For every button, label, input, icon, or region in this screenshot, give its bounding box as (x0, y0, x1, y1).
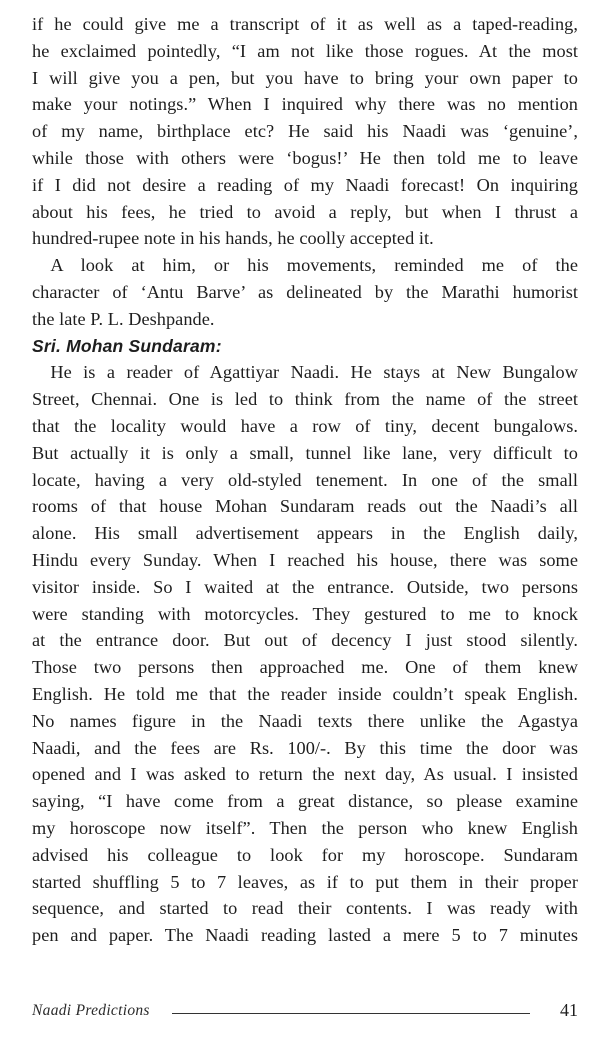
text-line: English. He told me that the reader inside couldn’t speak English. (32, 683, 578, 704)
text-line: I will give you a pen, but you have to bring your own paper to (32, 67, 578, 88)
text-line: make your notings.” When I inquired why there was no mention (32, 94, 578, 115)
text-line: rooms of that house Mohan Sundaram reads out the Naadi’s all (32, 496, 578, 517)
text-line: saying, “I have come from a great distance, so please examine (32, 791, 578, 812)
text-line: locate, having a very old-styled tenement. In one of the small (32, 469, 578, 490)
text-line: were standing with motorcycles. They gestured to me to knock (32, 603, 578, 624)
text-line: opened and I was asked to return the next day, As usual. I insisted (32, 764, 578, 785)
text-line: he exclaimed pointedly, “I am not like those rogues. At the most (32, 40, 578, 61)
running-footer-title: Naadi Predictions (32, 1002, 150, 1019)
text-line: No names figure in the Naadi texts there unlike the Agastya (32, 710, 578, 731)
page-footer (32, 1000, 578, 1026)
text-line: Naadi, and the fees are Rs. 100/-. By this time the door was (32, 737, 578, 758)
body-text (32, 11, 578, 949)
text-line: sequence, and started to read their contents. I was ready with (32, 898, 578, 919)
text-line: if I did not desire a reading of my Naadi forecast! On inquiring (32, 174, 578, 195)
text-line: hundred-rupee note in his hands, he coolly accepted it. (32, 228, 434, 249)
page-number: 41 (560, 1000, 578, 1020)
text-line: the late P. L. Deshpande. (32, 308, 215, 329)
text-line: if he could give me a transcript of it as well as a taped-reading, (32, 14, 578, 34)
text-line: about his fees, he tried to avoid a reply, but when I thrust a (32, 201, 578, 222)
text-line: advised his colleague to look for my horoscope. Sundaram (32, 844, 578, 865)
text-line: Those two persons then approached me. One of them knew (32, 657, 578, 678)
text-line: He is a reader of Agattiyar Naadi. He stays at New Bungalow (32, 362, 578, 383)
text-line: A look at him, or his movements, reminded me of the (32, 255, 578, 276)
text-line: Hindu every Sunday. When I reached his house, there was some (32, 549, 578, 570)
text-line: pen and paper. The Naadi reading lasted a mere 5 to 7 minutes (32, 925, 578, 946)
text-line: started shuffling 5 to 7 leaves, as if to put them in their proper (32, 871, 578, 892)
text-line: Street, Chennai. One is led to think from the name of the street (32, 389, 578, 410)
text-line: at the entrance door. But out of decency I just stood silently. (32, 630, 578, 651)
section-heading: Sri. Mohan Sundaram: (32, 335, 222, 356)
text-line: alone. His small advertisement appears in the English daily, (32, 523, 578, 544)
text-line: visitor inside. So I waited at the entrance. Outside, two persons (32, 576, 578, 597)
text-line: that the locality would have a row of tiny, decent bungalows. (32, 415, 578, 436)
text-line: character of ‘Antu Barve’ as delineated by the Marathi humorist (32, 281, 578, 302)
footer-rule (172, 1013, 530, 1014)
text-line: But actually it is only a small, tunnel like lane, very difficult to (32, 442, 578, 463)
text-line: my horoscope now itself”. Then the person who knew English (32, 817, 578, 838)
text-line: while those with others were ‘bogus!’ He then told me to leave (32, 147, 578, 168)
text-line: of my name, birthplace etc? He said his Naadi was ‘genuine’, (32, 121, 578, 142)
